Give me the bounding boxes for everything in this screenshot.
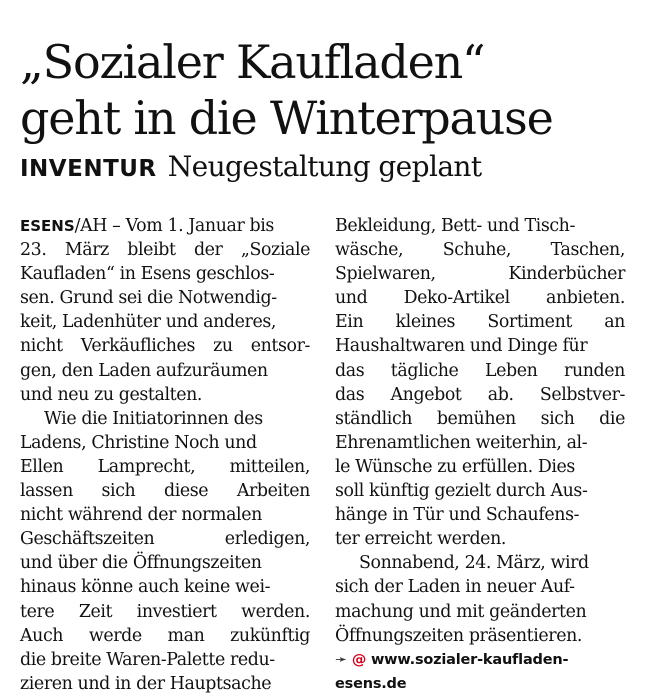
text-line: nicht während der normalen [20, 505, 262, 526]
subtitle: Neugestaltung geplant [167, 150, 482, 183]
text-line: tere Zeit investiert werden. [20, 601, 310, 622]
kicker: INVENTUR [20, 156, 157, 182]
text-line: das Angebot ab. Selbstver- [335, 384, 625, 405]
website-link-line-1: www.sozialer-kaufladen- [370, 651, 569, 668]
text-line: hänge in Tür und Schaufens- [335, 505, 580, 526]
website-link-line-2[interactable]: esens.de [335, 675, 407, 692]
text-line: Öffnungszeiten präsentieren. [335, 625, 583, 646]
text-line: das tägliche Leben runden [335, 360, 625, 381]
text-line: lassen sich diese Arbeiten [20, 481, 310, 502]
article-column-left [20, 214, 310, 696]
dateline: ESENS [20, 217, 75, 235]
text-line: le Wünsche zu erfüllen. Dies [335, 456, 575, 477]
text-line: 23. März bleibt der „Soziale [20, 240, 310, 261]
text-line: Kaufladen“ in Esens geschlos- [20, 264, 275, 285]
text-line: Ladens, Christine Noch und [20, 432, 257, 453]
text-line: nicht Verkäufliches zu entsor- [20, 336, 310, 357]
text-line: Ehrenamtlichen weiterhin, al- [335, 432, 588, 453]
text-line: Ein kleines Sortiment an [335, 312, 625, 333]
text-line: ständlich bemühen sich die [335, 408, 625, 429]
text-line: zieren und in der Hauptsache [20, 673, 272, 694]
text-line: und Deko-Artikel anbieten. [335, 288, 625, 309]
text-line: keit, Ladenhüter und anderes, [20, 312, 277, 333]
text-line: Sonnabend, 24. März, wird [359, 553, 589, 574]
arrow-icon: ➛ [335, 651, 347, 668]
text-line: die breite Waren-Palette redu- [20, 649, 275, 670]
headline-line-1: „Sozialer Kaufladen“ [20, 35, 485, 89]
text-line: Geschäftszeiten erledigen, [20, 529, 310, 550]
headline-line-2: geht in die Winterpause [20, 91, 553, 145]
text-line: gen, den Laden aufzuräumen [20, 360, 268, 381]
text-line: Bekleidung, Bett- und Tisch- [335, 216, 575, 236]
text-line: machung und mit geänderten [335, 601, 587, 622]
text-line: sich der Laden in neuer Auf- [335, 577, 575, 598]
text-line: Spielwaren, Kinderbücher [335, 264, 625, 285]
text-line: Auch werde man zukünftig [20, 625, 310, 646]
text-line: Haushaltwaren und Dinge für [335, 336, 588, 357]
text-line: sen. Grund sei die Notwendig- [20, 288, 277, 309]
text-line: hinaus könne auch keine wei- [20, 577, 271, 598]
subheadline [20, 150, 640, 183]
article-column-right [335, 214, 625, 696]
text-line: und neu zu gestalten. [20, 384, 203, 405]
website-link[interactable] [335, 648, 625, 672]
text-line: ter erreicht werden. [335, 529, 506, 550]
text-line: und über die Öffnungszeiten [20, 553, 262, 574]
text-line: Wie die Initiatorinnen des [44, 408, 263, 429]
byline: /AH – Vom 1. Januar bis [74, 216, 274, 236]
text-line: Ellen Lamprecht, mitteilen, [20, 456, 310, 477]
headline [20, 34, 640, 146]
text-line: soll künftig gezielt durch Aus- [335, 481, 588, 502]
at-icon: @ [351, 651, 367, 668]
dateline-line [20, 214, 310, 238]
text-line: wäsche, Schuhe, Taschen, [335, 240, 625, 261]
